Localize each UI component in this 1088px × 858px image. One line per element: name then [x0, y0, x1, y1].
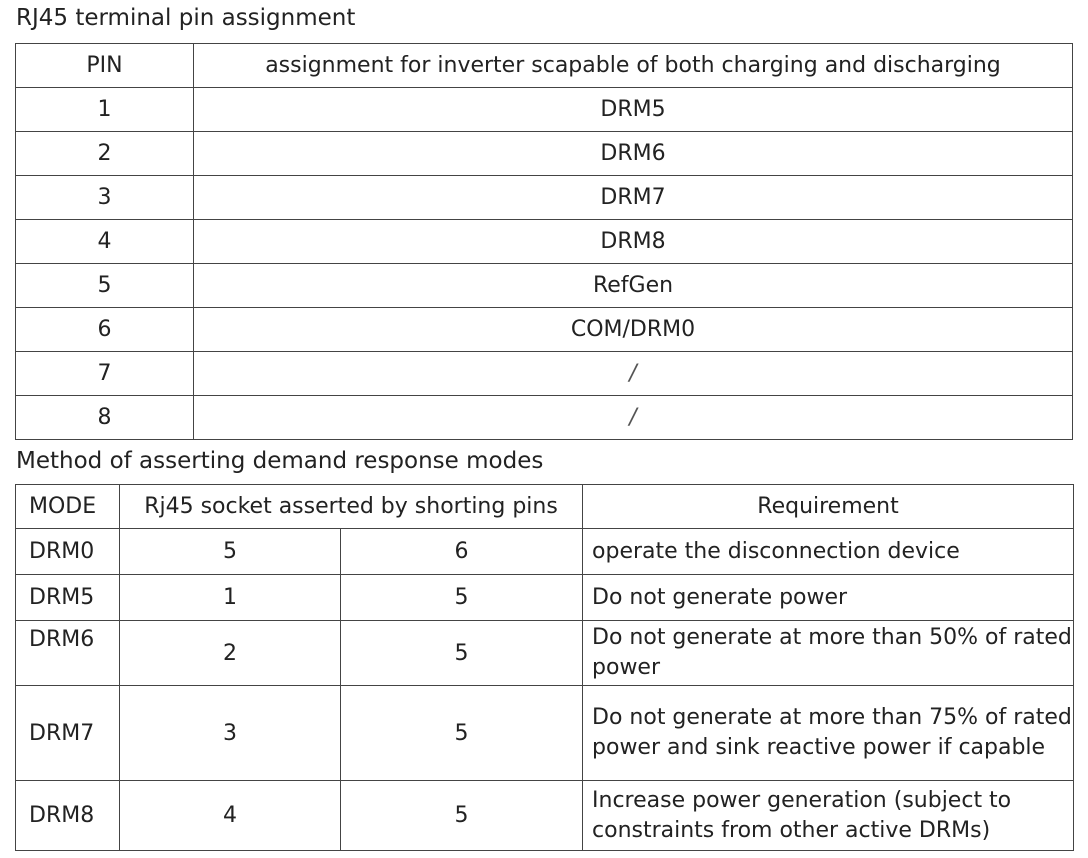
first-pin-cell: 4: [120, 781, 341, 851]
requirement-cell: Do not generate at more than 50% of rated power: [583, 621, 1074, 686]
pin-number: 1: [16, 88, 194, 132]
table-row: [16, 686, 1074, 781]
mode-cell: DRM6: [16, 621, 120, 686]
table-row: [16, 575, 1074, 621]
pin-number: 2: [16, 132, 194, 176]
pin-assignment: /: [194, 396, 1073, 440]
requirement-cell: operate the disconnection device: [583, 529, 1074, 575]
first-pin-cell: 1: [120, 575, 341, 621]
table-row: [16, 352, 1073, 396]
requirement-column-header: Requirement: [583, 485, 1074, 529]
pin-assignment: DRM8: [194, 220, 1073, 264]
pin-column-header: PIN: [16, 44, 194, 88]
pin-number: 6: [16, 308, 194, 352]
pin-assignment: /: [194, 352, 1073, 396]
second-pin-cell: 5: [341, 781, 583, 851]
mode-column-header: MODE: [16, 485, 120, 529]
table-header-row: [16, 485, 1074, 529]
pin-assignment: COM/DRM0: [194, 308, 1073, 352]
pin-assignment-title: RJ45 terminal pin assignment: [16, 5, 356, 31]
pin-assignment: RefGen: [194, 264, 1073, 308]
pin-assignment-table: [15, 43, 1073, 440]
second-pin-cell: 6: [341, 529, 583, 575]
table-row: [16, 264, 1073, 308]
table-row: [16, 88, 1073, 132]
table-row: [16, 308, 1073, 352]
table-row: [16, 529, 1074, 575]
assignment-column-header: assignment for inverter scapable of both charging and discharging: [194, 44, 1073, 88]
pin-assignment: DRM6: [194, 132, 1073, 176]
pin-assignment: DRM7: [194, 176, 1073, 220]
pin-number: 7: [16, 352, 194, 396]
mode-cell: DRM7: [16, 686, 120, 781]
mode-cell: DRM8: [16, 781, 120, 851]
first-pin-cell: 2: [120, 621, 341, 686]
requirement-cell: Do not generate power: [583, 575, 1074, 621]
second-pin-cell: 5: [341, 686, 583, 781]
pin-number: 3: [16, 176, 194, 220]
requirement-cell: Increase power generation (subject to constraints from other active DRMs): [583, 781, 1074, 851]
requirement-cell: Do not generate at more than 75% of rated power and sink reactive power if capable: [583, 686, 1074, 781]
first-pin-cell: 3: [120, 686, 341, 781]
pin-number: 4: [16, 220, 194, 264]
table-header-row: [16, 44, 1073, 88]
table-row: [16, 396, 1073, 440]
table-row: [16, 621, 1074, 686]
pin-assignment: DRM5: [194, 88, 1073, 132]
table-row: [16, 220, 1073, 264]
demand-response-table: [15, 484, 1074, 851]
mode-cell: DRM0: [16, 529, 120, 575]
table-row: [16, 132, 1073, 176]
pin-number: 8: [16, 396, 194, 440]
second-pin-cell: 5: [341, 575, 583, 621]
table-row: [16, 781, 1074, 851]
first-pin-cell: 5: [120, 529, 341, 575]
demand-response-title: Method of asserting demand response modes: [16, 448, 544, 474]
second-pin-cell: 5: [341, 621, 583, 686]
pin-number: 5: [16, 264, 194, 308]
mode-cell: DRM5: [16, 575, 120, 621]
socket-column-header: Rj45 socket asserted by shorting pins: [120, 485, 583, 529]
table-row: [16, 176, 1073, 220]
